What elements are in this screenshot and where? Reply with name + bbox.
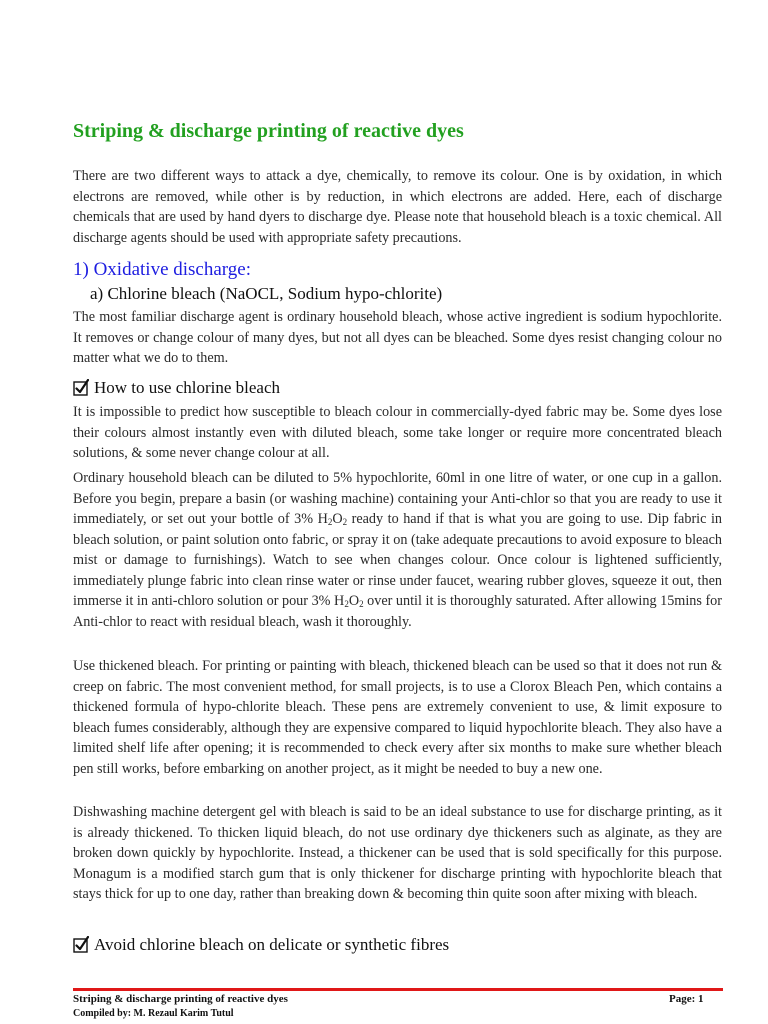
footer-title: Striping & discharge printing of reactive dyes: [73, 993, 288, 1005]
subscript: 2: [327, 517, 333, 527]
subscript: 2: [342, 517, 348, 527]
page-title: Striping & discharge printing of reactive dyes: [73, 120, 464, 142]
thickened-bleach-paragraph: Use thickened bleach. For printing or painting with bleach, thickened bleach can be used so that it does not run & creep on fabric. The most convenient method, for small projects, is to use a Clorox Bleach Pen, which contains a thickened formula of hypo-chlorite bleach. These pens are extremely convenient to use, & limit exposure to bleach fumes considerably, although they are expensive compared to liquid hypochlorite bleach. They also have a limited shelf life after opening; it is recommended to check every after six months to make sure whether bleach pen still works, before embarking on another project, as it might be needed to buy a new one.: [73, 658, 722, 777]
intro-paragraph: There are two different ways to attack a dye, chemically, to remove its colour. One is by oxidation, in which electrons are removed, while other is by reduction, in which electrons are added. Here, each of discharge chemicals that are used by hand dyers to discharge dye. Please note that household bleach is a toxic chemical. All discharge agents should be used with appropriate safety precautions.: [73, 168, 722, 246]
avoid-heading: [73, 935, 449, 955]
section-heading-oxidative: 1) Oxidative discharge:: [73, 259, 251, 280]
avoid-heading-label: Avoid chlorine bleach on delicate or synthetic fibres: [94, 935, 450, 954]
chlorine-paragraph: The most familiar discharge agent is ordinary household bleach, whose active ingredient is sodium hypochlorite. It removes or change colour of many dyes, but not all dyes can be bleached. Some dyes resist changing colour no matter what we do to them.: [73, 309, 722, 366]
subscript: 2: [344, 599, 349, 609]
how-to-heading: [73, 378, 280, 398]
dilute-text-2: ready to hand if that is what you are going to use. Dip fabric in bleach solution, or paint solution onto fabric, or spray it on (take adequate precautions to avoid exposure to bleach mist or damage to furnishings). Watch to see when changes colour. Once colour is lightened sufficiently, immediately plunge fabric into clean rinse water or rinse under faucet, wearing rubber gloves, squeeze it out, then immerse it in anti-chloro solution or pour 3% H: [73, 511, 722, 609]
subsection-heading-chlorine: a) Chlorine bleach (NaOCL, Sodium hypo-chlorite): [90, 284, 443, 303]
dilute-text-o2: O: [348, 593, 360, 609]
how-to-paragraph: It is impossible to predict how susceptible to bleach colour in commercially-dyed fabric may be. Some dyes lose their colours almost instantly even with diluted bleach, some take longer or require more concentrated bleach solutions, & some never change colour at all.: [73, 404, 722, 461]
footer-page-number: Page: 1: [669, 993, 704, 1005]
dilute-text-3: over until it is thoroughly saturated. After allowing 15mins for Anti-chlor to react with residual bleach, wash it thoroughly.: [73, 593, 723, 630]
dilute-paragraph: [73, 468, 722, 632]
footer-compiled-by: Compiled by: M. Rezaul Karim Tutul: [73, 1008, 234, 1019]
dilute-text-o1: O: [332, 511, 343, 527]
dilute-text-1: Ordinary household bleach can be diluted to 5% hypochlorite, 60ml in one litre of water, or one cup in a gallon. Before you begin, prepare a basin (or washing machine) containing your Anti-chlor so that you are ready to use it immediately, or set out your bottle of 3% H: [73, 470, 722, 527]
footer-divider: [73, 988, 723, 991]
dishwashing-paragraph: Dishwashing machine detergent gel with bleach is said to be an ideal substance to use for discharge printing, as it is already thickened. To thicken liquid bleach, do not use ordinary dye thickeners such as alginate, as they are broken down quickly by hypochlorite. Instead, a thickener can be used that is sold specifically for this purpose. Monagum is a modified starch gum that is only thickener for discharge printing with hypochlorite bleach that stays thick for up to one day, rather than breaking down & becoming thin quite soon after mixing with bleach.: [73, 804, 722, 902]
checked-box-icon: [73, 936, 89, 953]
checked-box-icon: [73, 379, 89, 396]
how-to-heading-label: How to use chlorine bleach: [94, 378, 280, 397]
subscript: 2: [359, 599, 364, 609]
